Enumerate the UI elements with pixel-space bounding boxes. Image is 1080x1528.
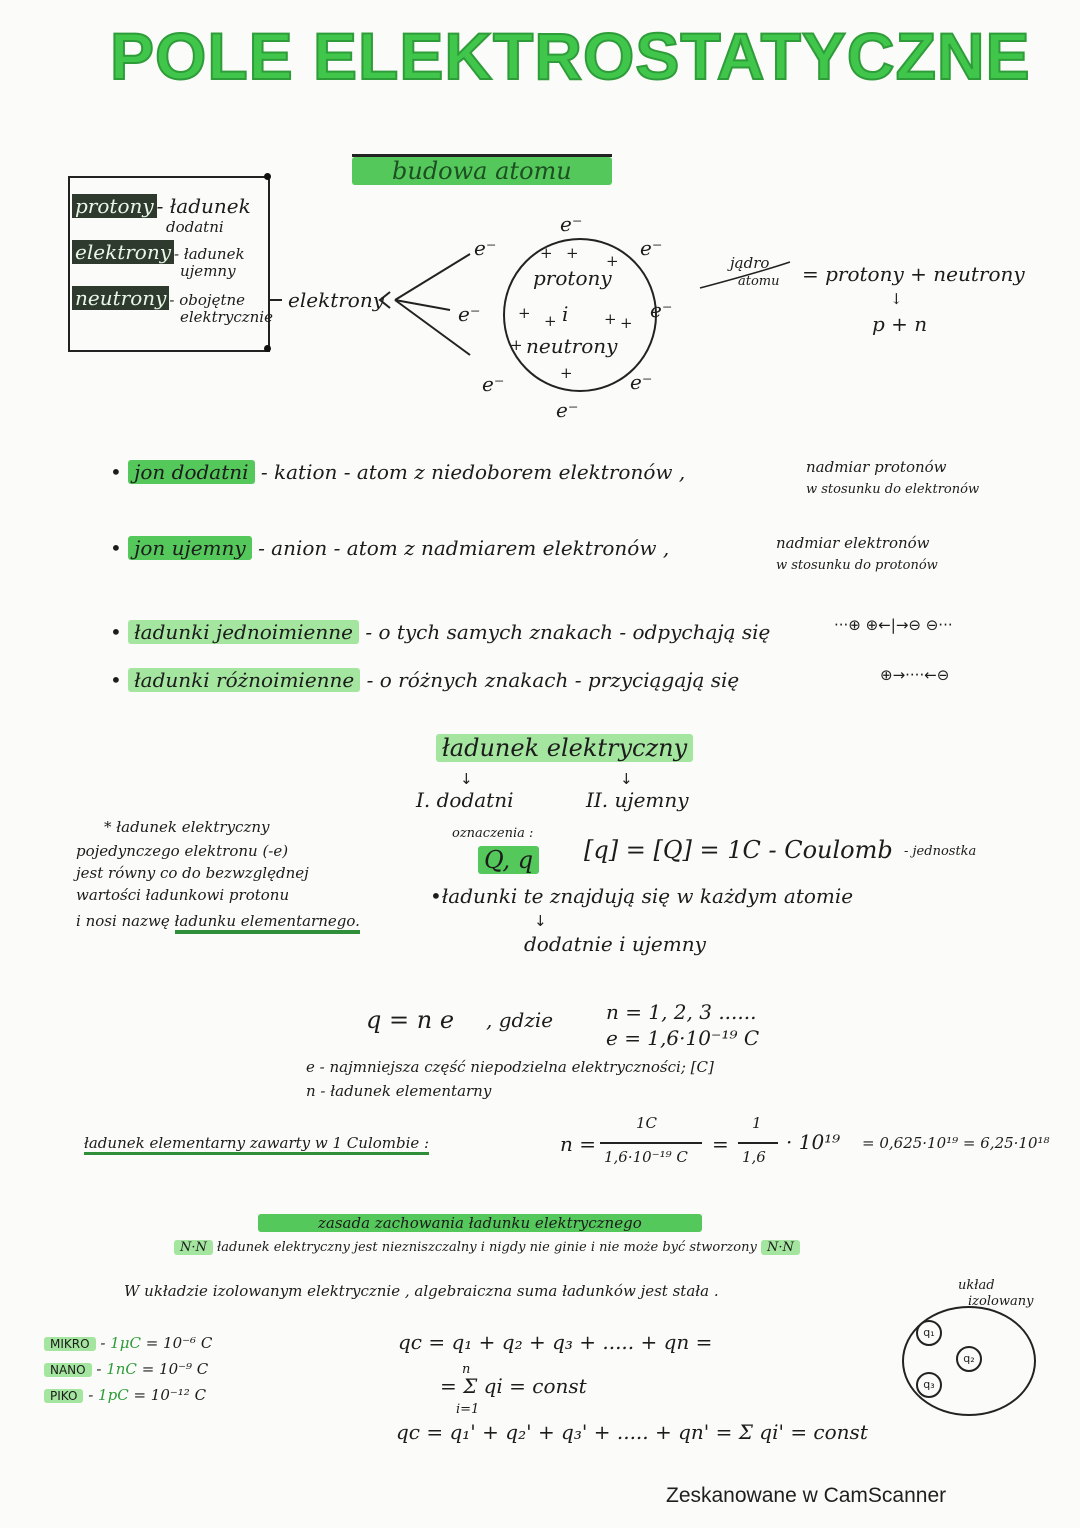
anion-term: jon ujemny [128, 536, 252, 560]
anion-desc: - anion - atom z nadmiarem elektronów , [258, 536, 670, 560]
nucleus-plus: + [604, 310, 617, 328]
electron-upper-right: e⁻ [640, 236, 663, 260]
protons-desc: - ładunek [156, 194, 251, 218]
notation-label: oznaczenia : [452, 826, 534, 841]
formula-eq: = [712, 1132, 729, 1156]
isolated-system-text: W układzie izolowanym elektrycznie , algebraiczna suma ładunków jest stała . [124, 1282, 719, 1300]
conservation-statement [174, 1240, 800, 1255]
nucleus-protons-label: protony [533, 266, 612, 290]
like-charges-line: • ładunki jednoimienne - o tych samych znakach - odpychają się [110, 620, 771, 644]
prefix-value: 1nC [106, 1360, 137, 1378]
star-line-4 [76, 912, 360, 930]
neutrons-desc: - obojętne [169, 291, 246, 309]
protons-term: protony [72, 194, 157, 218]
electron-lower-left: e⁻ [482, 372, 505, 396]
nucleus-pn: p + n [872, 312, 928, 336]
neutrons-desc-2: elektrycznie [180, 308, 273, 326]
electron-lower-right: e⁻ [630, 370, 653, 394]
electrons-desc: - ładunek [174, 245, 245, 263]
unit-note: - jednostka [904, 844, 977, 859]
nucleus-plus: + [560, 364, 573, 382]
prefix-name: PIKO [44, 1389, 83, 1403]
anion-note-2: w stosunku do protonów [776, 558, 938, 573]
electric-charge-heading-label: ładunek elektryczny [436, 734, 693, 762]
scanner-watermark: Zeskanowane w CamScanner [666, 1484, 947, 1507]
nucleus-plus: + [540, 244, 553, 262]
cation-line: • jon dodatni - kation - atom z niedoborem elektronów , [110, 460, 686, 484]
formula-e-def: e - najmniejsza część niepodzielna elektryczności; [C] [306, 1058, 714, 1076]
unlike-charges-term: ładunki różnoimienne [128, 668, 360, 692]
page-title: POLE ELEKTROSTATYCZNE [110, 19, 1031, 93]
prefix-micro: MIKRO - 1μC = 10⁻⁶ C [44, 1334, 212, 1352]
arrow-positive: ↓ [460, 770, 473, 788]
nucleus-and: i [562, 302, 569, 326]
isolated-label: układ [958, 1278, 995, 1293]
like-charges-term: ładunki jednoimienne [128, 620, 359, 644]
electron-bottom: e⁻ [556, 398, 579, 422]
unlike-charges-line: • ładunki różnoimienne - o różnych znakach - przyciągają się [110, 668, 740, 692]
formula-n-values: n = 1, 2, 3 ...... [606, 1000, 757, 1024]
nucleus-plus: + [510, 336, 523, 354]
cation-desc: - kation - atom z niedoborem elektronów , [260, 460, 686, 484]
charge-presence: •ładunki te znajdują się w każdym atomie [430, 884, 854, 908]
charge-negative: II. ujemny [586, 788, 689, 812]
presence-kinds: dodatnie i ujemny [524, 932, 706, 956]
star-line-1: pojedynczego elektronu (-e) [76, 842, 289, 860]
star-line-2: jest równy co do bezwzględnej [76, 864, 309, 882]
cation-term: jon dodatni [128, 460, 254, 484]
cation-note: nadmiar protonów [806, 458, 947, 476]
isolated-label-2: izolowany [968, 1294, 1034, 1309]
atom-heading-label: budowa atomu [352, 157, 612, 185]
frac2-bar [738, 1142, 778, 1144]
electron-left: e⁻ [458, 302, 481, 326]
isolated-q2: q₂ [956, 1346, 982, 1372]
conservation-eq1: qc = q₁ + q₂ + q₃ + ..... + qn = [398, 1330, 713, 1354]
unlike-charges-symbols: ⊕→····←⊖ [880, 666, 950, 684]
star-line-3: wartości ładunkowi protonu [76, 886, 290, 904]
electrons-desc-2: ujemny [180, 262, 236, 280]
unit-formula: [q] = [Q] = 1C - Coulomb [584, 836, 893, 864]
conservation-heading-label: zasada zachowania ładunku elektrycznego [258, 1214, 702, 1232]
prefix-nano: NANO - 1nC = 10⁻⁹ C [44, 1360, 208, 1378]
formula-main: q = n e [366, 1006, 455, 1034]
formula-n-def: n - ładunek elementarny [306, 1082, 492, 1100]
nucleus-label: jądro [730, 254, 770, 272]
frac1-denominator: 1,6·10⁻¹⁹ C [604, 1148, 688, 1166]
nucleus-plus: + [620, 314, 633, 332]
nucleus-neutrons-label: neutrony [526, 334, 618, 358]
electron-upper-left: e⁻ [474, 236, 497, 260]
sum-top: n [462, 1362, 471, 1377]
star-heading: * ładunek elektryczny [104, 818, 270, 836]
conservation-heading [258, 1214, 702, 1232]
prefix-eq: = 10⁻¹² C [133, 1386, 207, 1404]
frac1-bar [600, 1142, 702, 1144]
conservation-eq3: qc = q₁' + q₂' + q₃' + ..... + qn' = Σ qi' = const [396, 1420, 868, 1444]
nucleus-plus: + [518, 304, 531, 322]
notation-value-wrap [478, 846, 539, 874]
nucleus-plus: + [544, 312, 557, 330]
formula-result: = 0,625·10¹⁹ = 6,25·10¹⁸ [862, 1134, 1050, 1152]
nucleus-label-2: atomu [738, 274, 780, 289]
prefix-eq: = 10⁻⁶ C [145, 1334, 213, 1352]
isolated-q1: q₁ [916, 1320, 942, 1346]
star-line-4a: i nosi nazwę [76, 912, 170, 930]
protons-desc-2: dodatni [166, 218, 224, 236]
neutrons-term: neutrony [72, 286, 169, 310]
conservation-eq2: = Σ qi = const [440, 1374, 587, 1398]
electrons-term: elektrony [72, 240, 174, 264]
frac2-numerator: 1 [752, 1114, 762, 1132]
cation-note-2: w stosunku do elektronów [806, 482, 980, 497]
formula-times: · 10¹⁹ [786, 1130, 841, 1154]
statement-text: ładunek elektryczny jest niezniszczalny i nigdy nie ginie i nie może być stworzony [217, 1240, 757, 1255]
charge-positive: I. dodatni [416, 788, 514, 812]
isolated-q3: q₃ [916, 1372, 942, 1398]
prefix-name: MIKRO [44, 1337, 96, 1351]
nucleus-arrow: ↓ [890, 290, 903, 308]
presence-arrow: ↓ [534, 912, 547, 930]
frac2-denominator: 1,6 [742, 1148, 766, 1166]
electron-top: e⁻ [560, 212, 583, 236]
nucleus-plus: + [566, 244, 579, 262]
nucleus-composition: = protony + neutrony [802, 262, 1025, 286]
formula-n-eq: n = [560, 1132, 596, 1156]
electric-charge-heading [436, 734, 693, 762]
electron-right: e⁻ [650, 298, 673, 322]
nn-right: N·N [761, 1240, 800, 1255]
nucleus-plus: + [606, 252, 619, 270]
anion-note: nadmiar elektronów [776, 534, 930, 552]
frac1-numerator: 1C [636, 1114, 658, 1132]
coulomb-label: ładunek elementarny zawarty w 1 Culombie : [84, 1134, 429, 1155]
notation-value: Q, q [478, 846, 539, 874]
arrow-negative: ↓ [620, 770, 633, 788]
like-charges-desc: - o tych samych znakach - odpychają się [365, 620, 771, 644]
nn-left: N·N [174, 1240, 213, 1255]
prefix-eq: = 10⁻⁹ C [141, 1360, 209, 1378]
like-charges-symbols: ···⊕ ⊕←|→⊖ ⊖··· [834, 616, 953, 634]
prefix-value: 1pC [98, 1386, 129, 1404]
prefix-value: 1μC [110, 1334, 141, 1352]
prefix-name: NANO [44, 1363, 92, 1377]
unlike-charges-desc: - o różnych znakach - przyciągają się [366, 668, 740, 692]
anion-line: • jon ujemny - anion - atom z nadmiarem elektronów , [110, 536, 670, 560]
electrons-label: elektrony [288, 288, 385, 312]
star-line-4b: ładunku elementarnego. [175, 912, 360, 934]
prefix-piko: PIKO - 1pC = 10⁻¹² C [44, 1386, 206, 1404]
formula-e-value: e = 1,6·10⁻¹⁹ C [606, 1026, 760, 1050]
sum-bottom: i=1 [456, 1402, 480, 1417]
formula-where: , gdzie [486, 1008, 554, 1032]
